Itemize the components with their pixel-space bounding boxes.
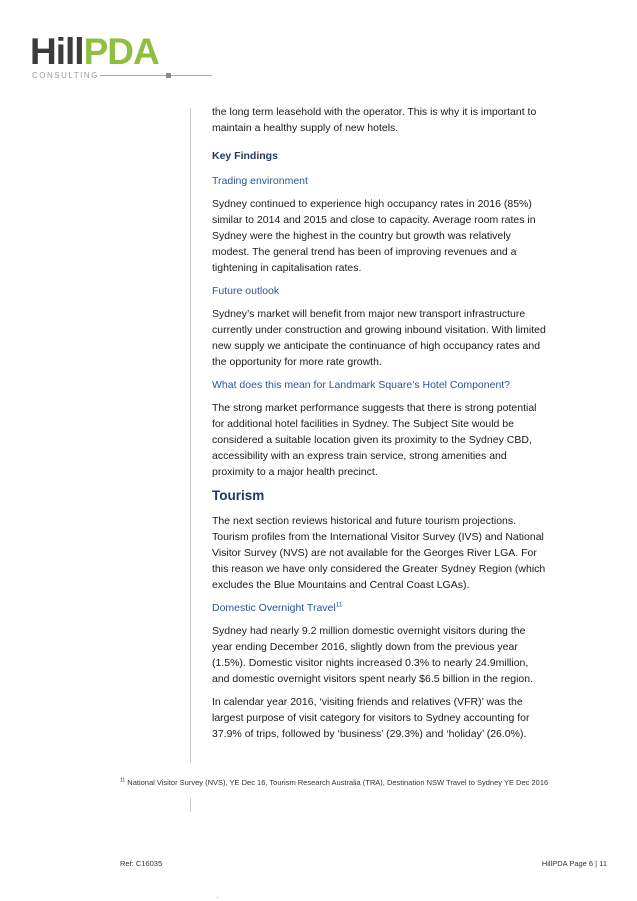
logo-wordmark: HillPDA	[30, 31, 159, 72]
landmark-square-paragraph: The strong market performance suggests that there is strong potential for additional hotel facilities in Sydney. The Subject Site would be considered a suitable location given its proximity to the Sydney CBD, accessibility with an express train service, strong amenities and proximity to a major health precinct.	[212, 402, 537, 478]
domestic-travel-paragraph-1: Sydney had nearly 9.2 million domestic overnight visitors during the year ending December 2016, slightly down from the previous year (1.5%). Domestic visitor nights increased 0.3% to nearly 24.9million, and domestic overnight visitors spent nearly $6.5 billion in the region.	[212, 625, 534, 685]
footnote-reference[interactable]: 11	[335, 601, 343, 609]
footer-reference: Ref: C16035	[120, 859, 163, 868]
future-outlook-paragraph: Sydney’s market will benefit from major new transport infrastructure currently under construction and growing inbound visitation. With limited new supply we anticipate the continuance of high occupancy rates and the opportunity for more rate growth.	[212, 308, 546, 368]
page-mark	[217, 897, 218, 898]
footer-page-number: HillPDA Page 6 | 11	[541, 859, 607, 868]
page-body	[212, 104, 548, 749]
key-findings-heading: Key Findings	[212, 150, 278, 162]
logo-rule	[100, 75, 212, 76]
tourism-paragraph: The next section reviews historical and future tourism projections. Tourism profiles from the International Visitor Survey (IVS) and National Visitor Survey (NVS) are not available for the Georges River LGA. For this reason we have only considered the Greater Sydney Region (which excludes the Blue Mountains and Central Coast LGAs).	[212, 515, 546, 591]
footnote-number: 11	[120, 777, 126, 784]
trading-environment-paragraph: Sydney continued to experience high occupancy rates in 2016 (85%) similar to 2014 and 2015 and close to capacity. Average room rates in Sydney were the highest in the country but growth was relatively modest. The general trend has been of improving revenues and a tightening in capitalisation rates.	[212, 198, 536, 274]
margin-rule-lower	[190, 798, 191, 812]
logo-subtitle: CONSULTING	[32, 71, 99, 80]
margin-rule	[190, 108, 191, 763]
future-outlook-heading: Future outlook	[212, 285, 280, 297]
footnote-text: National Visitor Survey (NVS), YE Dec 16, Tourism Research Australia (TRA), Destination NSW Travel to Sydney YE Dec 2016	[125, 778, 549, 787]
tourism-heading: Tourism	[212, 488, 265, 503]
footnote	[120, 777, 550, 788]
logo-square	[166, 73, 171, 78]
domestic-travel-paragraph-2: In calendar year 2016, ‘visiting friends and relatives (VFR)’ was the largest purpose of visit category for visitors to Sydney accounting for 37.9% of trips, followed by ‘business’ (29.3%) and ‘holiday’ (26.0%).	[212, 696, 530, 740]
domestic-travel-heading: Domestic Overnight Travel$^{11}$	[212, 601, 343, 614]
hillpda-logo	[30, 32, 190, 84]
landmark-square-heading: What does this mean for Landmark Square’s Hotel Component?	[212, 379, 511, 391]
trading-environment-heading: Trading environment	[212, 175, 308, 187]
intro-paragraph: the long term leasehold with the operator. This is why it is important to maintain a healthy supply of new hotels.	[212, 106, 537, 134]
